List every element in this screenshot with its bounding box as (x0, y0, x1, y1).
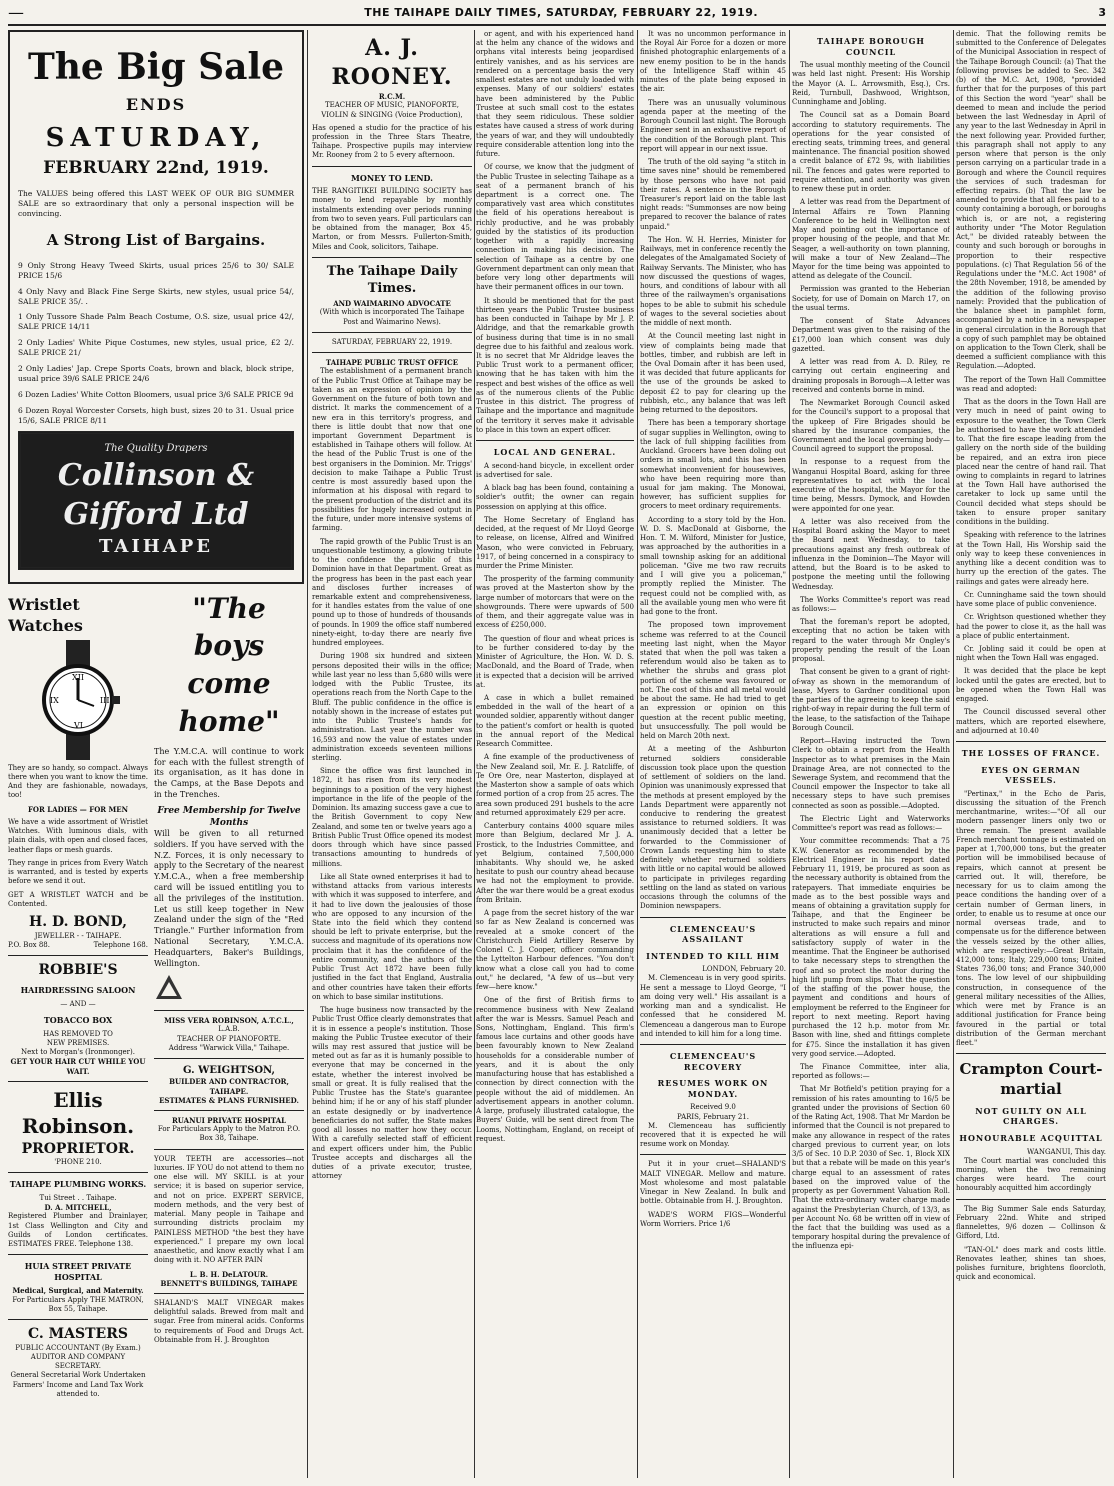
svg-text:VI: VI (74, 720, 83, 730)
masters-ad (8, 1325, 148, 1399)
divider (640, 1154, 786, 1155)
news-paragraph: According to a story told by the Hon. W. D. S. MacDonald at Gisborne, the Hon. T. M. Wilford, Minister for Justice, was approached by the authorities in a small township asking for an additional policeman. "Give me two raw recruits and I will give you a policeman," promptly replied the Minister. The request could not be complied with, as all the available young men who were fit had gone to the front. (640, 515, 786, 617)
left-ad-stack (8, 590, 148, 1400)
divider (640, 917, 786, 918)
council-title: TAIHAPE BOROUGH COUNCIL (817, 36, 925, 57)
local-paragraph: Canterbury contains 4000 square miles more than Belgium, declared Mr J. A. Frostick, to the Industries Committee, and yet Belgium, contained 7,500,000 inhabitants. Why should we, he asked hesitate to push our country ahead because we had not the employment to provide. After the war there would be a great exodus from Britain. (476, 822, 634, 904)
losses-subtitle: EYES ON GERMAN VESSELS. (981, 764, 1081, 786)
page-number: 3 (1098, 5, 1106, 19)
bargain-item: 6 Dozen Ladies' White Cotton Bloomers, usual price 3/6 SALE PRICE 9d (18, 389, 294, 399)
column-rule (637, 30, 638, 1478)
cable-title: CLEMENCEAU'S ASSAILANT (669, 923, 757, 945)
council-paragraph: The Finance Committee, inter alia, reported as follows:— (792, 1063, 950, 1081)
ad-split-row (8, 590, 304, 1400)
losses-title: THE LOSSES OF FRANCE. (961, 748, 1101, 759)
big-sale-intro: The VALUES being offered this LAST WEEK OF OUR BIG SUMMER SALE are so extraordinary that only a personal inspection will be convincing. (18, 189, 294, 219)
robbies-and: — AND — (60, 1000, 96, 1008)
news-paragraph: It was no uncommon performance in the Royal Air Force for a dozen or more finished photographic enlargements of a new enemy position to be in the hands of the Intelligence Staff within 45 minutes of the plate being exposed in the air. (640, 30, 786, 94)
column-editorial (312, 30, 472, 1478)
red-triangle-icon (154, 973, 184, 1001)
council-paragraph: The Council discussed several other matters, which are reported elsewhere, and adjourned at 10.40 (956, 708, 1106, 735)
council-paragraph: That Mr Botfield's petition praying for a remission of his rates amounting to 16/5 be granted under the provisions of Section 60 of the Rating Act, 1908. That Mr Mardon be informed that the Council is not prepared to make any allowance in respect of the rates charged previous to current year, on lots 3/5 of Sec. 10 D.P. 2030 of Sec. 1, Block XIX but that a rebate will be made on this year's charge equal to an assessment of rates based on the improved value of the property as per Government Valuation Roll. That the extra-ordinary water charge made against the Presbyterian Church, of 13/3, as per Account No. 68 be written off in view of the fact that the building was used as a temporary hospital during the prevalence of the influenza epi- (792, 1085, 950, 1251)
robbies-line: TOBACCO BOX (43, 1015, 113, 1026)
cable-dateline: PARIS, February 21. (677, 1112, 749, 1121)
vera-name: MISS VERA ROBINSON, A.T.C.L., (164, 1016, 294, 1026)
robbies-line: HAIRDRESSING SALOON (20, 985, 136, 996)
column-news (640, 30, 786, 1478)
wristlet-body: GET A WRISTLET WATCH and be Contented. (8, 890, 148, 908)
bargain-item: 1 Only Tussore Shade Palm Beach Costume, O.S. size, usual price 42/, SALE PRICE 14/11 (18, 312, 294, 332)
vera-line: TEACHER OF PIANOFORTE. (177, 1034, 281, 1043)
ellis-name: Ellis Robinson. (21, 1087, 135, 1139)
local-paragraph: A page from the secret history of the war so far as New Zealand is concerned was revealed at a smoke concert of the Christchurch Field Artillery Reserve by Colonel C. J. Cooper, officer commanding the Lyttelton Harbour defences. "You don't know what a close call you had to come out," he declared, "A few of us—but very few—here know." (476, 909, 634, 992)
wristwatch-icon (28, 640, 128, 760)
divider (476, 440, 634, 441)
newspaper-masthead: The Taihape Daily Times. (326, 263, 458, 297)
editorial-paragraph: Like all State owned enterprises it had to withstand attacks from various interests with which it was supposed to interfere, and it had to live down the jealousies of those who are opposed to any incursion of the State into the field which they contend should be left to private enterprise, but the success and magnitude of its operations now proclaim that it has the confidence of the entire community, and the authors of the Public Trust Act 1872 have been fully justified in the fact that England, Australia and other countries have taken their efforts on which to base similar institutions. (312, 872, 472, 1001)
council-paragraph: Permission was granted to the Heberian Society, for use of Domain on March 17, on the usual terms. (792, 285, 950, 312)
weightson-ad (154, 1064, 304, 1105)
quality-drapers-tagline: The Quality Drapers (104, 443, 208, 455)
vinegar-ad: Put it in your cruet—SHALAND'S MALT VINEGAR. Mellow and mature. Most wholesome and most palatable Vinegar in New Zealand. In bulk and bottle. Obtainable from H. J. Broughton. (640, 1160, 786, 1206)
column-local-general (476, 30, 634, 1478)
local-paragraph: The prosperity of the farming community was proved at the Masterton show by the large number of motorcars that were on the showgrounds. There were upwards of 500 of them, and their aggregate value was in excess of £250,000. (476, 575, 634, 630)
firm-name: Collinson & Gifford Ltd (57, 457, 255, 533)
cable-dateline: LONDON, February 20. (702, 965, 786, 974)
editorial-paragraph: The rapid growth of the Public Trust is an unquestionable testimony, a glowing tribute to the confidence the public of this Dominion have in that Department. Great as the progress has been in the past each year and discloses further increases of remarkable extent and comprehensiveness, for it handles estates from the value of one pound up to those of hundreds of thousands of pounds. In 1909 the office staff numbered ninety-eight, to-day there are nearly five hundred employees. (312, 537, 472, 648)
news-paragraph: The Hon. W. H. Herries, Minister for Railways, met in conference recently the delegates of the Amalgamated Society of Railway Servants. The Minister, who has now discussed the questions of wages, hours, and conditions of labour with all three of the railwaymen's organisations hopes to be able to submit his schedule of wages to the several societies about the middle of next month. (640, 235, 786, 328)
council-paragraph: The Electric Light and Waterworks Committee's report was read as follows:— (792, 814, 950, 833)
cable-body: M. Clemenceau is in very good spirits. He sent a message to Lloyd George, "I am doing very well." His assailant is a working man and a syndicalist. He confessed that he considered M. Clemenceau a dangerous man to Europe and intended to kill him for a long time. (640, 974, 786, 1038)
editorial-paragraph: The huge business now transacted by the Public Trust Office clearly demonstrates that it is in essence a people's institution. Those making the Public Trustee executor of their wills may rest assured that justice will be meted out as far as it is humanly possible to everyone that may be concerned in the estate, whether the interest involved be small or great. It is fully realised that the Public Trustee has the State's guarantee behind him; if he or any of his staff plunder an estate designedly or by inadvertence beneficiaries do not suffer, the State makes good all losses no matter how they occur. With a carefully selected staff of efficient and expert officers under him, the Public Trustee accepts and discharges all the duties of a private executor, trustee, attorney (312, 1006, 472, 1181)
editorial-title: TAIHAPE PUBLIC TRUST OFFICE (325, 358, 459, 368)
crampton-body: The Court martial was concluded this morning, when the two remaining charges were heard. The court honourably acquitted him accordingly (956, 1156, 1106, 1193)
plumbing-body: Registered Plumber and Drainlayer, 1st Class Wellington and City and Guilds of London certificates. ESTIMATES FREE. Telephone 138. (8, 1212, 148, 1249)
crampton-dateline: WANGANUI, This day. (1026, 1147, 1106, 1156)
big-sale-title: The Big Sale (27, 46, 285, 88)
vera-robinson-ad (154, 1016, 304, 1053)
plumbing-name: D. A. MITCHELL, (44, 1203, 112, 1213)
page-header-title: THE TAIHAPE DAILY TIMES, SATURDAY, FEBRUARY 22, 1919. (364, 5, 759, 19)
plumbing-addr: Tui Street . . Taihape. (39, 1193, 117, 1202)
ymca-body2: Will be given to all returned soldiers. If you have served with the N.Z. Forces, it is only necessary to apply to the Secretary of the nearest Y.M.C.A., when a free membership card will be issued entitling you to all the privileges of the institution. Let us still keep together in New Zealand under the sign of the "Red Triangle." Further information from National Secretary, Y.M.C.A. Headquarters, Baker's Buildings, Wellington. (154, 829, 304, 968)
divider (312, 352, 472, 353)
big-sale-date: FEBRUARY 22nd, 1919. (43, 157, 269, 178)
news-paragraph: The proposed town improvement scheme was referred to at the Council meeting last night, when the Mayor stated that when the poll was taken a referendum would also be taken as to whether the shrubs and grass plot portion of the scheme was favoured or not. The cost of this and all metal would be about the same. He had tried to get an expression or opinion on this question at the recent public meeting, but unsuccessfully. The poll would be held on March 20th next. (640, 621, 786, 741)
council-paragraph: Report—Having instructed the Town Clerk to obtain a report from the Health Inspector as to what premises in the Main Drainage Area, are not connected to the Sewerage System, and recommend that the Council empower the Inspector to take all necessary steps to have such premises connected as soon as possible.—Adopted. (792, 737, 950, 810)
council-paragraph: The Works Committee's report was read as follows:— (792, 595, 950, 613)
ruanui-title: RUANUI PRIVATE HOSPITAL (171, 1115, 287, 1125)
council-paragraph: It was decided that the place be kept locked until the gates are erected, but to be opened when the Town Hall was engaged. (956, 667, 1106, 704)
big-sale-day: SATURDAY, (45, 122, 267, 153)
masters-line: PUBLIC ACCOUNTANT (By Exam.) AUDITOR AND COMPANY SECRETARY. (15, 1343, 141, 1371)
news-paragraph: At a meeting of the Ashburton returned soldiers considerable discussion took place upon the question of settlement of soldiers on the land. Opinion was unanimously expressed that the methods at present employed by the Lands Department were apparently not conducive to rendering the greatest assistance to returned soldiers. It was unanimously decided that a letter be forwarded to the Commissioner of Crown Lands requesting him to state definitely whether returned soldiers with little or no capital would be allowed to participate in privileges regarding settling on the land as stated on various occasions through the columns of the Dominion newspapers. (640, 745, 786, 911)
divider (154, 1293, 304, 1294)
local-paragraph: The Home Secretary of England has decided, at the request of Mr Lloyd George to release, on license, Alfred and Winifred Mason, who were convicted in February, 1917, of being concerned in a conspiracy to murder the Prime Minister. (476, 515, 634, 570)
column-rule (953, 30, 954, 1478)
ellis-phone: 'PHONE 210. (54, 1158, 102, 1167)
column-rule (474, 30, 475, 1478)
money-body: THE RANGITIKEI BUILDING SOCIETY has money to lend repayable by monthly instalments extending over periods running from two to seven years. Full particulars can be obtained from the manager, Box 45, Marton, or from Messrs. Fullerton-Smith, Miles and Cook, solicitors, Taihape. (312, 187, 472, 251)
column-borough-council (792, 30, 950, 1478)
robbies-line: Next to Morgan's (Ironmonger). (21, 1048, 135, 1057)
divider (312, 257, 472, 258)
bargain-item: 4 Only Navy and Black Fine Serge Skirts, new styles, usual price 54/, SALE PRICE 35/. . (18, 286, 294, 306)
divider (154, 1110, 304, 1111)
editorial-paragraph: Of course, we know that the judgment of the Public Trustee in selecting Taihape as a seat of a permanent branch of his department is a correct one. The comparatively vast area which constitutes the field of his operations hereabout is richly productive, and he was probably guided by the statistics of its production together with a rapidly increasing connection in making his decision. The selection of Taihape as a centre by one Government department can only mean that before very long other departments will have their permanent offices in our town. (476, 163, 634, 292)
bargain-item: 2 Only Ladies' Jap. Crepe Sports Coats, brown and black, block stripe, usual price 39/6 SALE PRICE 24/6 (18, 363, 294, 383)
news-paragraph: There has been a temporary shortage of sugar supplies in Wellington, owing to the lack of full shipping facilities from Auckland. Grocers have been doling out orders in small lots, and this has been somewhat inconvenient for housewives, who have been requiring more than usual for jam making. The Monowai, however, has sufficient supplies for grocers to meet ordinary requirements. (640, 419, 786, 511)
council-paragraph: In response to a request from the Wanganui Hospital Board, asking for three representatives to act with the local executive of the hospital, the Mayor for the time being, Messrs. Dymock, and Howden were appointed for one year. (792, 458, 950, 513)
jeweller-contact (8, 941, 148, 950)
ruanui-body: For Particulars Apply to the Matron P.O. Box 38, Taihape. (157, 1125, 301, 1143)
weightson-line: ESTIMATES & PLANS FURNISHED. (159, 1095, 299, 1105)
column-rule (307, 30, 308, 1478)
council-paragraph: The Council sat as a Domain Board according to statutory requirements. The operations for the year consisted of erecting seats, trimming trees, and general maintenance. The financial position showed a credit balance of £72 9s, with liabilities nil. The fences and gates were reported to require attention, and authority was given to renew these put in order. (792, 111, 950, 194)
rooney-name: A. J. ROONEY. (331, 35, 453, 91)
dash-mark: — (8, 2, 24, 22)
council-paragraph: The usual monthly meeting of the Council was held last night. Present: His Worship the Mayor (A. L. Arrowsmith, Esq.), Crs. Reid, Turnbull, Dashwood, Wrightson, Cunninghame and Jobling. (792, 61, 950, 107)
crampton-subtitle: HONOURABLE ACQUITTAL (959, 1133, 1103, 1143)
local-paragraph: One of the first of British firms to recommence business with New Zealand after the war is Messrs. Samuel Peach and Sons, Nottingham, England. This firm's famous lace curtains and other goods have been favourably known to New Zealand households for a considerable number of years, and it is about the only manufacturing house that has established a connection by direct connection with the people without the aid of middlemen. An advertisement appears in another column. A large, profusely illustrated catalogue, the Buyers' Guide, will be sent direct from The Looms, Nottingham, England, on receipt of request. (476, 996, 634, 1143)
divider (956, 1053, 1106, 1054)
divider (154, 1010, 304, 1011)
local-paragraph: A fine example of the productiveness of the New Zealand soil, Mr. E. J. Ratcliffe, of Te Ore Ore, near Masterton, displayed at the Masterton show a sample of oats which formed portion of a crop from 25 acres. The area sown produced 291 bushels to the acre and returned approximately £29 per acre. (476, 753, 634, 817)
masters-name: C. MASTERS (28, 1326, 128, 1343)
wristlet-body: FOR LADIES — FOR MEN (27, 804, 129, 814)
big-sale-ad (8, 30, 304, 584)
divider (8, 1254, 148, 1255)
local-paragraph: A case in which a bullet remained embedded in the wall of the heart of a wounded soldier, apparently without danger to the patient's comfort or health is quoted in the annual report of the Medical Research Committee. (476, 694, 634, 749)
column-council-continued (956, 30, 1106, 1478)
council-paragraph: A letter was read from A. D. Riley, re carrying out certain engineering and draining proposals in Borough—A letter was received and contents borne in mind. (792, 358, 950, 394)
council-paragraph: A letter was read from the Department of Internal Affairs re Town Planning Conference to be held in Wellington next May and pointing out the importance of proper housing of the people, and that Mr. Seager, a well-authority on town planning, will make a tour of New Zealand—The Mayor for the time being was appointed to attend as delegate of the Council. (792, 198, 950, 281)
column-rule (789, 30, 790, 1478)
vera-sub: L.A.B. (218, 1025, 240, 1034)
cable-subtitle: INTENDED TO KILL HIM (646, 950, 780, 961)
huia-body: For Particulars Apply THE MATRON, Box 55, Taihape. (12, 1295, 144, 1313)
robbies-line: GET YOUR HAIR CUT WHILE YOU WAIT. (10, 1057, 146, 1076)
divider (312, 166, 472, 167)
council-paragraph: Your committee recommends: That a 75 K.W. Generator as recommended by the Electrical Engineer in his report dated February 11, 1919, be procured as soon as the necessary authority is obtained from the ratepayers. That immediate enquiries be made as to the best possible ways and means of obtaining a gravitation supply for Taihape, and that the Engineer be instructed to make such repairs and minor alterations as will ensure a full and satisfactory supply of water in the meantime. That the Engineer be authorised to take necessary steps to strengthen the roof and so protect the motor during the high lift pump from slips. That the question of the staffing of the power house, the payment and conditions and hours of employment be referred to the Engineer for report to next meeting. Report having purchased the 12 h.p. motor from Mr. Bason with line, shed and fittings complete for £75. Since the installation it has given very good service.—Adopted. (792, 837, 950, 1058)
divider (956, 1199, 1106, 1200)
robbies-name: ROBBIE'S (38, 961, 118, 978)
editorial-date: SATURDAY, FEBRUARY 22, 1919. (331, 337, 453, 346)
news-paragraph: There was an unusually voluminous agenda paper at the meeting of the Borough Council last night. The Borough Engineer sent in an exhaustive report of the condition of the Borough plant. This report will appear in our next issue. (640, 98, 786, 153)
firm-town: TAIHAPE (98, 535, 214, 557)
council-paragraph: A letter was also received from the Hospital Board asking the Mayor to meet the Board next Wednesday, to take precautions against any fresh outbreak of influenza in the Dominion—The Mayor will attend, but the Board is to be asked to postpone the meeting until the following Wednesday. (792, 517, 950, 591)
divider (8, 1319, 148, 1320)
divider (956, 741, 1106, 742)
collinson-gifford-logo (18, 431, 294, 569)
worm-figs-ad: WADE'S WORM FIGS—Wonderful Worm Worriers. Price 1/6 (640, 1210, 786, 1228)
bargain-item: 2 Only Ladies' White Pique Costumes, new styles, usual price, £2 2/. SALE PRICE 21/ (18, 338, 294, 358)
masthead-sub: AND WAIMARINO ADVOCATE (333, 299, 451, 309)
big-sale-ends: ENDS (125, 94, 187, 114)
losses-body: "Pertinax," in the Echo de Paris, discussing the situation of the French merchantmarine, writes:—"Of all our modern passenger liners only two or three remain. The present available French merchant tonnage is estimated on paper at 1,700,000 tons, but the greater portion will be immobilised because of repairs, which cannot at present be carried out. It will, therefore, be necessary for us to claim among the peace conditions the handing over of a certain number of German liners, in order, to enable us to resume at once our normal overseas trade, and to compensate us for the difference between the vessels seized by the other allies, which are respectively:—Great Britain, 412,000 tons; Italy, 229,000 tons; United States 736,00 tons; and France 340,000 tons. The low level of our shipbuilding construction, in consequence of the general military necessities of the Allies, which were met by France is an additional justification for France being favoured in the partial or total distribution of the German merchant fleet." (956, 789, 1106, 1048)
local-general-title: LOCAL AND GENERAL. (493, 447, 617, 458)
local-paragraph: A black bag has been found, containing a soldier's outfit; the owner can regain possession on applying at this office. (476, 484, 634, 511)
cable-received: Received 9.0 (690, 1103, 736, 1112)
sale-note: The Big Summer Sale ends Saturday, February 22nd. White and striped flannelettes, 9/6 dozen — Collinson & Gifford, Ltd. (956, 1204, 1106, 1241)
council-paragraph: Cr. Wrightson questioned whether they had the power to close it, as the hall was a place of public entertainment. (956, 613, 1106, 640)
council-paragraph: Speaking with reference to the latrines at the Town Hall, His Worship said the only way to keep these conveniences in anything like a decent condition was to hurry up the erection of the gates. The railings and gates were already here. (956, 531, 1106, 586)
council-paragraph: The Newmarket Borough Council asked for the Council's support to a proposal that the upkeep of Fire Brigades should be shared by the insurance companies, the Government and the local governing body—Council agreed to support the proposal. (792, 399, 950, 454)
weightson-name: G. WEIGHTSON, (182, 1065, 276, 1077)
dentist-addr: BENNETT'S BUILDINGS, TAIHAPE (160, 1278, 298, 1288)
wristlet-body: We have a wide assortment of Wristlet Watches. With luminous dials, with plain dials, with open and closed faces, leather flaps or mesh guards. (8, 817, 148, 854)
robbies-ad (8, 961, 148, 1076)
news-paragraph: The truth of the old saying "a stitch in time saves nine" should be remembered by those persons who have not paid their rates. A sentence in the Borough Treasurer's report laid on the table last night reads: "Summonses are now being prepared to recover the balance of rates unpaid." (640, 158, 786, 231)
ellis-sub: PROPRIETOR. (21, 1140, 135, 1157)
huia-sub: Medical, Surgical, and Maternity. (12, 1286, 144, 1296)
jeweller-name: H. D. BOND, (29, 914, 127, 931)
council-paragraph: That consent be given to a grant of right-of-way as shown in the memorandum of lease, Myers to Gardner conditional upon the parties of the agreeing to keep the said right-of-way in repair during the full term of the lease, to the satisfaction of the Taihape Borough Council. (792, 668, 950, 732)
huia-title: HUIA STREET PRIVATE HOSPITAL (24, 1261, 132, 1282)
rooney-body: TEACHER OF MUSIC, PIANOFORTE, VIOLIN & SINGING (Voice Production), (321, 101, 463, 119)
divider (154, 1149, 304, 1150)
jeweller-sub: JEWELLER - - TAIHAPE. (34, 931, 122, 940)
editorial-paragraph: The establishment of a permanent branch of the Public Trust Office at Taihape may be taken as an expression of opinion by the Government on the future of both town and district. It marks the commencement of a new era in this territory's progress, and there is little doubt that now that one important Government Department is established in Taihape others will follow. At the head of the Public Trust is one of the best organisers in the Dominion. Mr. Triggs' decision to make Taihape a Public Trust centre is most assuredly based upon the information at his disposal with regard to the present production of the district and its possibilities for hugely increased output in the future, under more intensive systems of farming. (312, 367, 472, 533)
cable-subtitle: RESUMES WORK ON MONDAY. (657, 1078, 769, 1099)
local-paragraph: A second-hand bicycle, in excellent order is advertised for sale. (476, 461, 634, 479)
crampton-title: Crampton Court-martial (959, 1060, 1103, 1099)
crampton-subtitle: NOT GUILTY ON ALL CHARGES. (975, 1105, 1087, 1127)
column-advertisements (8, 30, 304, 1478)
council-paragraph: That the foreman's report be adopted, excepting that no action be taken with regard to the water through Mr Ongley's property pending the result of the Loan proposal. (792, 618, 950, 664)
plumbing-ad (8, 1179, 148, 1249)
svg-text:III: III (100, 695, 110, 705)
robbies-line: NEW PREMISES. (46, 1039, 110, 1048)
bargain-item: 9 Only Strong Heavy Tweed Skirts, usual prices 25/6 to 30/ SALE PRICE 15/6 (18, 260, 294, 280)
bargain-item: 6 Dozen Royal Worcester Corsets, high bust, sizes 20 to 31. Usual price 15/6, SALE PRICE 8/11 (18, 405, 294, 425)
editorial-paragraph: or agent, and with his experienced hand at the helm any chance of the widows and orphans vital interests being jeopardised entirely vanishes, and as his services are rendered on a percentage basis the very smallest estates are not unduly loaded with expenses. Many of our soldiers' estates have been administered by the Public Trustee at such small cost to the estates that they seem ridiculous. These soldier estates have caused a stress of work during the years of war, and they will undoubtedly require considerable attention long into the future. (476, 30, 634, 159)
local-paragraph: The question of flour and wheat prices is to be further considered to-day by the Minister of Agriculture, the Hon. W. D. S. MacDonald, and the Board of Trade, when it is expected that a decision will be arrived at. (476, 634, 634, 689)
council-paragraph: The consent of State Advances Department was given to the raising of the £17,000 loan which consent was duly gazetted. (792, 317, 950, 353)
svg-text:IX: IX (50, 695, 59, 705)
divider (640, 1044, 786, 1045)
council-paragraph: Cr. Jobling said it could be open at night when the Town Hall was engaged. (956, 645, 1106, 663)
ymca-ad (154, 590, 304, 1006)
divider (312, 332, 472, 333)
divider (8, 1081, 148, 1082)
wristlet-body: They are so handy, so compact. Always there when you want to know the time. And they are fashionable, nowadays, too! (8, 763, 148, 800)
editorial-paragraph: It should be mentioned that for the past thirteen years the Public Trustee business has been conducted in Taihape by Mr J. P. Aldridge, and that the remarkable growth of business during that time is in no small degree due to his faithful and zealous work. It is no secret that Mr Aldridge leaves the Public Trust work to a permanent officer, knowing that he has taken with him the respect and best wishes of the office as well as of the numerous clients of the Public Trustee in this district. The progress of Taihape and the importance and magnitude of the territory it serves make it advisable to place in this town an expert officer. (476, 296, 634, 434)
divider (154, 1058, 304, 1059)
cable-body: M. Clemenceau has sufficiently recovered that it is expected he will resume work on Monday. (640, 1121, 786, 1149)
dentist-ad (154, 1155, 304, 1288)
huia-hospital-ad (8, 1261, 148, 1314)
council-paragraph: The report of the Town Hall Committee was read and adopted: (956, 375, 1106, 393)
jeweller-phone: Telephone 168. (93, 940, 148, 949)
ymca-headline: "The boys come home" (178, 591, 280, 738)
rooney-quals: R.C.M. (378, 92, 406, 102)
ymca-sub: Free Membership for Twelve Months (157, 805, 301, 828)
cable-title: CLEMENCEAU'S RECOVERY (669, 1051, 757, 1072)
robbies-line: HAS REMOVED TO (43, 1029, 113, 1038)
shaland-ad: SHALAND'S MALT VINEGAR makes delightful salads. Brewed from malt and sugar. Free from mineral acids. Conforms to requirements of Food and Drugs Act. Obtainable from H. J. Broughton (154, 1298, 304, 1344)
dentist-body: YOUR TEETH are accessories—not luxuries. IF YOU do not attend to them no one else will. MY SKILL is at your service; it is based on superior service, and not on price. EXPERT SERVICE, modern methods, and the very best of material. Many people in Taihape and surrounding districts proclaim my PAINLESS METHOD "the best they have experienced." I prepare my own local anaesthetic, and know exactly what I am doing with it. NO AFTER PAIN (154, 1154, 304, 1265)
right-ad-stack (154, 590, 304, 1400)
wristlet-watch-ad (8, 594, 148, 950)
money-title: MONEY TO LEND. (351, 172, 433, 183)
editorial-paragraph: Since the office was first launched in 1872, it has risen from its very modest beginnings to a position of the very highest importance in the life of the people of the Dominion. Its amazing success gave a cue to the British Government to copy New Zealand, and some ten or twelve years ago a British Public Trust Office opened its modest doors through which have since passed transactions amounting to hundreds of millions. (312, 767, 472, 868)
plumbing-title: TAIHAPE PLUMBING WORKS. (9, 1179, 147, 1190)
wristlet-title: Wristlet Watches (8, 594, 83, 635)
news-paragraph: At the Council meeting last night in view of complaints being made that bottles, timber, and rubbish are left in the Oval Domain after it has been used, it was decided that future applicants for the use of the grounds be asked to deposit £2 to pay for clearing up the rubbish, etc., any balance that was left being returned to the depositors. (640, 332, 786, 415)
dentist-name: L. B. H. DeLATOUR. (189, 1269, 269, 1279)
council-paragraph: Cr. Cunninghame said the town should have some place of public convenience. (956, 590, 1106, 609)
council-paragraph: demic. That the following remits be submitted to the Conference of Delegates of the Municipal Association in respect of the Taihape Borough Council: (a) That the following provises be added to Sec. 342 (b) of the M.C. Act, 1908, "provided further that for the purposes of this part of this Section the word "year" shall be deemed to mean and include the period between the last Wednesday in April of any year to the last Wednesday in April in the next following year. Provided further, this paragraph shall not apply to any person where that person is the only person carrying on a particular trade in a Borough and where the Council requires the services of such tradesman for effecting repairs. (b) That the law be amended to provide that all fees paid to a county containing a borough, or boroughs which is, or are not, a registering authority under "The Motor Regulation Act," be divided rateably between the county and such borough or boroughs in proportion to their respective populations. (c) That Regulation 56 of the Regulations under the "M.C. Act 1908" of the 28th November, 1918, be amended by the addition of the following proviso namely: Provided that the publication of the balance sheet in pamphlet form, accompanied by a notice in a newspaper in general circulation in the Borough that a copy of such pamphlet may be obtained on application to the Town Clerk, shall be deemed a sufficient compliance with this Regulation.—Adopted. (956, 30, 1106, 371)
weightson-line: BUILDER AND CONTRACTOR, TAIHAPE. (169, 1077, 289, 1096)
ellis-robinson-ad (8, 1087, 148, 1167)
masthead-sub2: (With which is incorporated The Taihape Post and Waimarino News). (319, 308, 465, 326)
ruanui-hospital-ad (154, 1116, 304, 1144)
editorial-paragraph: During 1908 six hundred and sixteen persons deposited their wills in the office; while last year no less than 5,680 wills were lodged with the Public Trustee, its operations reach from the North Cape to the Bluff. The public confidence in the office is notably shown in the increase of estates put into the Public Trustee's hands for administration. Last year the number was 16,593 and now the value of estates under administration exceeds seventeen millions sterling. (312, 652, 472, 762)
rooney-body2: Has opened a studio for the practice of his profession in the Three Stars Theatre, Taihape. Prospective pupils may interview Mr. Rooney from 2 to 5 every afternoon. (312, 123, 472, 160)
ymca-body: The Y.M.C.A. will continue to work for each with the fullest strength of its organisation, as it has done in the Camps, at the Base Depots and in the Trenches. (154, 746, 304, 799)
divider (8, 955, 148, 956)
divider (8, 1172, 148, 1173)
council-paragraph: That as the doors in the Town Hall are very much in need of paint owing to exposure to the weather, the Town Clerk be authorised to have the work attended to. That the fire escape leading from the gallery on the north side of the building be repaired, and an extra iron piece placed near the centre of hand rail. That owing to complaints in regard to latrines at the Town Hall have authorised the caretaker to lock up same until the Council decided what steps should be taken to ensure proper sanitary conditions in the building. (956, 398, 1106, 527)
bargain-list-title: A Strong List of Bargains. (46, 231, 266, 250)
svg-text:XII: XII (72, 672, 85, 682)
tanol-ad: "TAN-OL" does mark and costs little. Renovates leather, shines tan shoes, polishes furniture, brightens floorcloth, quick and economical. (956, 1245, 1106, 1282)
masters-line: General Secretarial Work Undertaken Farmers' Income and Land Tax Work attended to. (10, 1371, 146, 1398)
wristlet-body: They range in prices from Every Watch is warranted, and is tested by experts before we send it out. (8, 858, 148, 886)
page-header (8, 0, 1106, 26)
vera-addr: Address "Warwick Villa," Taihape. (168, 1043, 290, 1052)
jeweller-box: P.O. Box 88. (8, 940, 50, 949)
